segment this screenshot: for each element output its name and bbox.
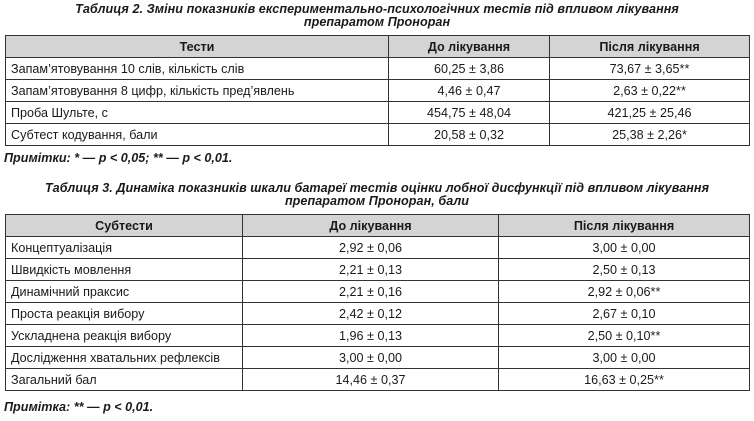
subtest-name: Дослідження хватальних рефлексів bbox=[6, 347, 243, 369]
value-after: 2,92 ± 0,06** bbox=[499, 281, 750, 303]
table3-header-after: Після лікування bbox=[499, 215, 750, 237]
value-after: 2,67 ± 0,10 bbox=[499, 303, 750, 325]
table2-header-before: До лікування bbox=[389, 36, 550, 58]
table-row bbox=[6, 281, 750, 303]
table-row bbox=[6, 102, 750, 124]
table2-header-after: Після лікування bbox=[550, 36, 750, 58]
value-before: 2,21 ± 0,13 bbox=[243, 259, 499, 281]
table3-header-before: До лікування bbox=[243, 215, 499, 237]
table-row bbox=[6, 369, 750, 391]
subtest-name: Швидкість мовлення bbox=[6, 259, 243, 281]
test-name: Запам’ятовування 8 цифр, кількість пред’явлень bbox=[6, 80, 389, 102]
table-row bbox=[6, 325, 750, 347]
table2-caption bbox=[0, 3, 754, 29]
value-before: 1,96 ± 0,13 bbox=[243, 325, 499, 347]
table2-note: Примітки: * — p < 0,05; ** — p < 0,01. bbox=[4, 151, 233, 165]
table3-caption-line2: препаратом Проноран, бали bbox=[284, 194, 470, 208]
table3-note: Примітка: ** — p < 0,01. bbox=[4, 400, 154, 414]
table2 bbox=[5, 35, 750, 146]
test-name: Субтест кодування, бали bbox=[6, 124, 389, 146]
value-after: 73,67 ± 3,65** bbox=[550, 58, 750, 80]
table2-caption-line1: Таблиця 2. Зміни показників експериментально-психологічних тестів під впливом лікування bbox=[75, 2, 679, 16]
table3-caption-line1: Таблиця 3. Динаміка показників шкали батареї тестів оцінки лобної дисфункції під впливом лікування bbox=[44, 181, 710, 195]
table-row bbox=[6, 237, 750, 259]
value-after: 421,25 ± 25,46 bbox=[550, 102, 750, 124]
table3-header-row bbox=[6, 215, 750, 237]
test-name: Проба Шульте, с bbox=[6, 102, 389, 124]
table-row bbox=[6, 124, 750, 146]
subtest-name: Концептуалізація bbox=[6, 237, 243, 259]
table3-header-subtests: Субтести bbox=[6, 215, 243, 237]
value-before: 60,25 ± 3,86 bbox=[389, 58, 550, 80]
test-name: Запам’ятовування 10 слів, кількість слів bbox=[6, 58, 389, 80]
subtest-name: Ускладнена реакція вибору bbox=[6, 325, 243, 347]
value-before: 2,21 ± 0,16 bbox=[243, 281, 499, 303]
value-before: 3,00 ± 0,00 bbox=[243, 347, 499, 369]
table2-caption-line2: препаратом Проноран bbox=[303, 15, 451, 29]
value-after: 2,50 ± 0,10** bbox=[499, 325, 750, 347]
value-after: 2,63 ± 0,22** bbox=[550, 80, 750, 102]
subtest-name: Динамічний праксис bbox=[6, 281, 243, 303]
table2-header-row bbox=[6, 36, 750, 58]
value-after: 16,63 ± 0,25** bbox=[499, 369, 750, 391]
value-after: 3,00 ± 0,00 bbox=[499, 237, 750, 259]
table-row bbox=[6, 259, 750, 281]
value-after: 2,50 ± 0,13 bbox=[499, 259, 750, 281]
table-row bbox=[6, 303, 750, 325]
subtest-name: Проста реакція вибору bbox=[6, 303, 243, 325]
table3 bbox=[5, 214, 750, 391]
table-row bbox=[6, 58, 750, 80]
value-after: 3,00 ± 0,00 bbox=[499, 347, 750, 369]
value-before: 2,42 ± 0,12 bbox=[243, 303, 499, 325]
value-before: 2,92 ± 0,06 bbox=[243, 237, 499, 259]
table-row bbox=[6, 80, 750, 102]
value-after: 25,38 ± 2,26* bbox=[550, 124, 750, 146]
value-before: 14,46 ± 0,37 bbox=[243, 369, 499, 391]
table2-header-tests: Тести bbox=[6, 36, 389, 58]
value-before: 454,75 ± 48,04 bbox=[389, 102, 550, 124]
table-row bbox=[6, 347, 750, 369]
value-before: 4,46 ± 0,47 bbox=[389, 80, 550, 102]
table3-caption bbox=[0, 182, 754, 208]
subtest-name: Загальний бал bbox=[6, 369, 243, 391]
value-before: 20,58 ± 0,32 bbox=[389, 124, 550, 146]
